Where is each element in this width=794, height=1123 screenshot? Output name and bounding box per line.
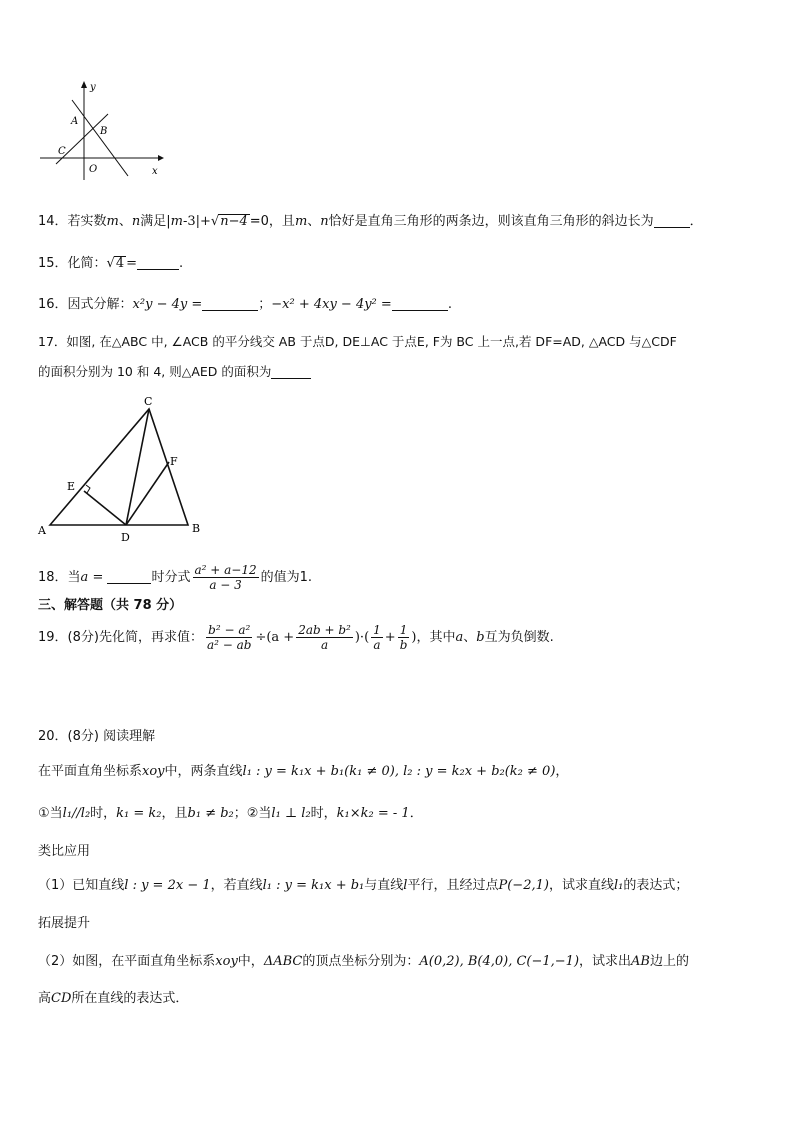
label-c: C: [58, 146, 66, 157]
answer-blank-18[interactable]: [107, 569, 151, 584]
right-angle-mark: [86, 485, 90, 493]
fraction-18: $\frac{\text{a² + a−12}}{a - 3}$: [194, 563, 257, 592]
label-o: O: [89, 164, 98, 175]
segment-de: [84, 491, 126, 525]
question-19: 19．(8分)先化简，再求值： $\frac{\text{b² − a²}}{\text{a² − ab}}$ ÷(a + $\frac{\text{2ab + b²}}{a}$ )·( $\frac{1}{a}$ + $\frac{1}{b}$ )，其中a、b互为负倒数.: [38, 623, 554, 652]
figure-coordinate-sketch: [36, 76, 166, 180]
label-y: y: [90, 82, 96, 93]
question-14: 14．若实数m、n满足|m-3|+√n−4 =0，且m、n恰好是直角三角形的两条边，则该直角三角形的斜边长为 ．: [38, 214, 703, 229]
triangle-abc: [50, 409, 188, 525]
label-e: E: [67, 480, 76, 493]
label-x: x: [152, 166, 158, 177]
question-20-para2: ①当l₁//l₂时，k₁ = k₂，且b₁ ≠ b₂；②当l₁ ⊥ l₂时，k₁×k₂ = - 1．: [38, 806, 423, 821]
answer-blank-14[interactable]: [654, 213, 690, 228]
heading-analogy: 类比应用: [38, 844, 91, 859]
answer-blank-17[interactable]: [271, 364, 311, 379]
question-15: 15．化简：√4 = .: [38, 256, 184, 271]
question-20-part1: （1）已知直线l : y = 2x − 1，若直线l₁ : y = k₁x + b₁与直线l平行，且经过点P(−2,1)，试求直线l₁的表达式；: [38, 878, 689, 893]
question-18: 18．当a = 时分式 $\frac{\text{a² + a−12}}{a - 3}$ 的值为1.: [38, 563, 313, 592]
question-20-title: 20．(8分) 阅读理解: [38, 729, 156, 744]
label-c: C: [144, 395, 153, 408]
section-header: 三、解答题（共 78 分）: [38, 598, 183, 613]
x-axis-arrow: [158, 155, 164, 161]
label-b: B: [100, 126, 108, 137]
question-20-part2: （2）如图，在平面直角坐标系xoy中，ΔABC的顶点坐标分别为：A(0,2), B(4,0), C(−1,−1)，试求出AB边上的: [38, 954, 689, 969]
question-20-para1: 在平面直角坐标系xoy中，两条直线l₁ : y = k₁x + b₁(k₁ ≠ 0), l₂ : y = k₂x + b₂(k₂ ≠ 0)，: [38, 764, 569, 779]
answer-blank-16b[interactable]: [392, 296, 448, 311]
label-b: B: [192, 522, 201, 535]
answer-blank-15[interactable]: [137, 255, 179, 270]
label-d: D: [121, 531, 130, 544]
label-a: A: [38, 524, 46, 537]
heading-extension: 拓展提升: [38, 916, 91, 931]
line-through-a: [72, 100, 128, 176]
label-a: A: [71, 116, 79, 127]
answer-blank-16a[interactable]: [202, 296, 258, 311]
question-20-part2-cont: 高CD所在直线的表达式．: [38, 991, 189, 1006]
question-17-line2: 的面积分别为 10 和 4, 则△AED 的面积为: [38, 363, 311, 381]
figure-triangle: [36, 392, 206, 544]
question-16: 16．因式分解：x²y − 4y = ；−x² + 4xy − 4y² = .: [38, 297, 452, 312]
question-17-line1: 17．如图, 在△ABC 中, ∠ACB 的平分线交 AB 于点D, DE⊥AC 于点E, F为 BC 上一点,若 DF=AD, △ACD 与△CDF: [38, 334, 677, 349]
label-f: F: [170, 455, 178, 468]
y-axis-arrow: [81, 81, 87, 88]
